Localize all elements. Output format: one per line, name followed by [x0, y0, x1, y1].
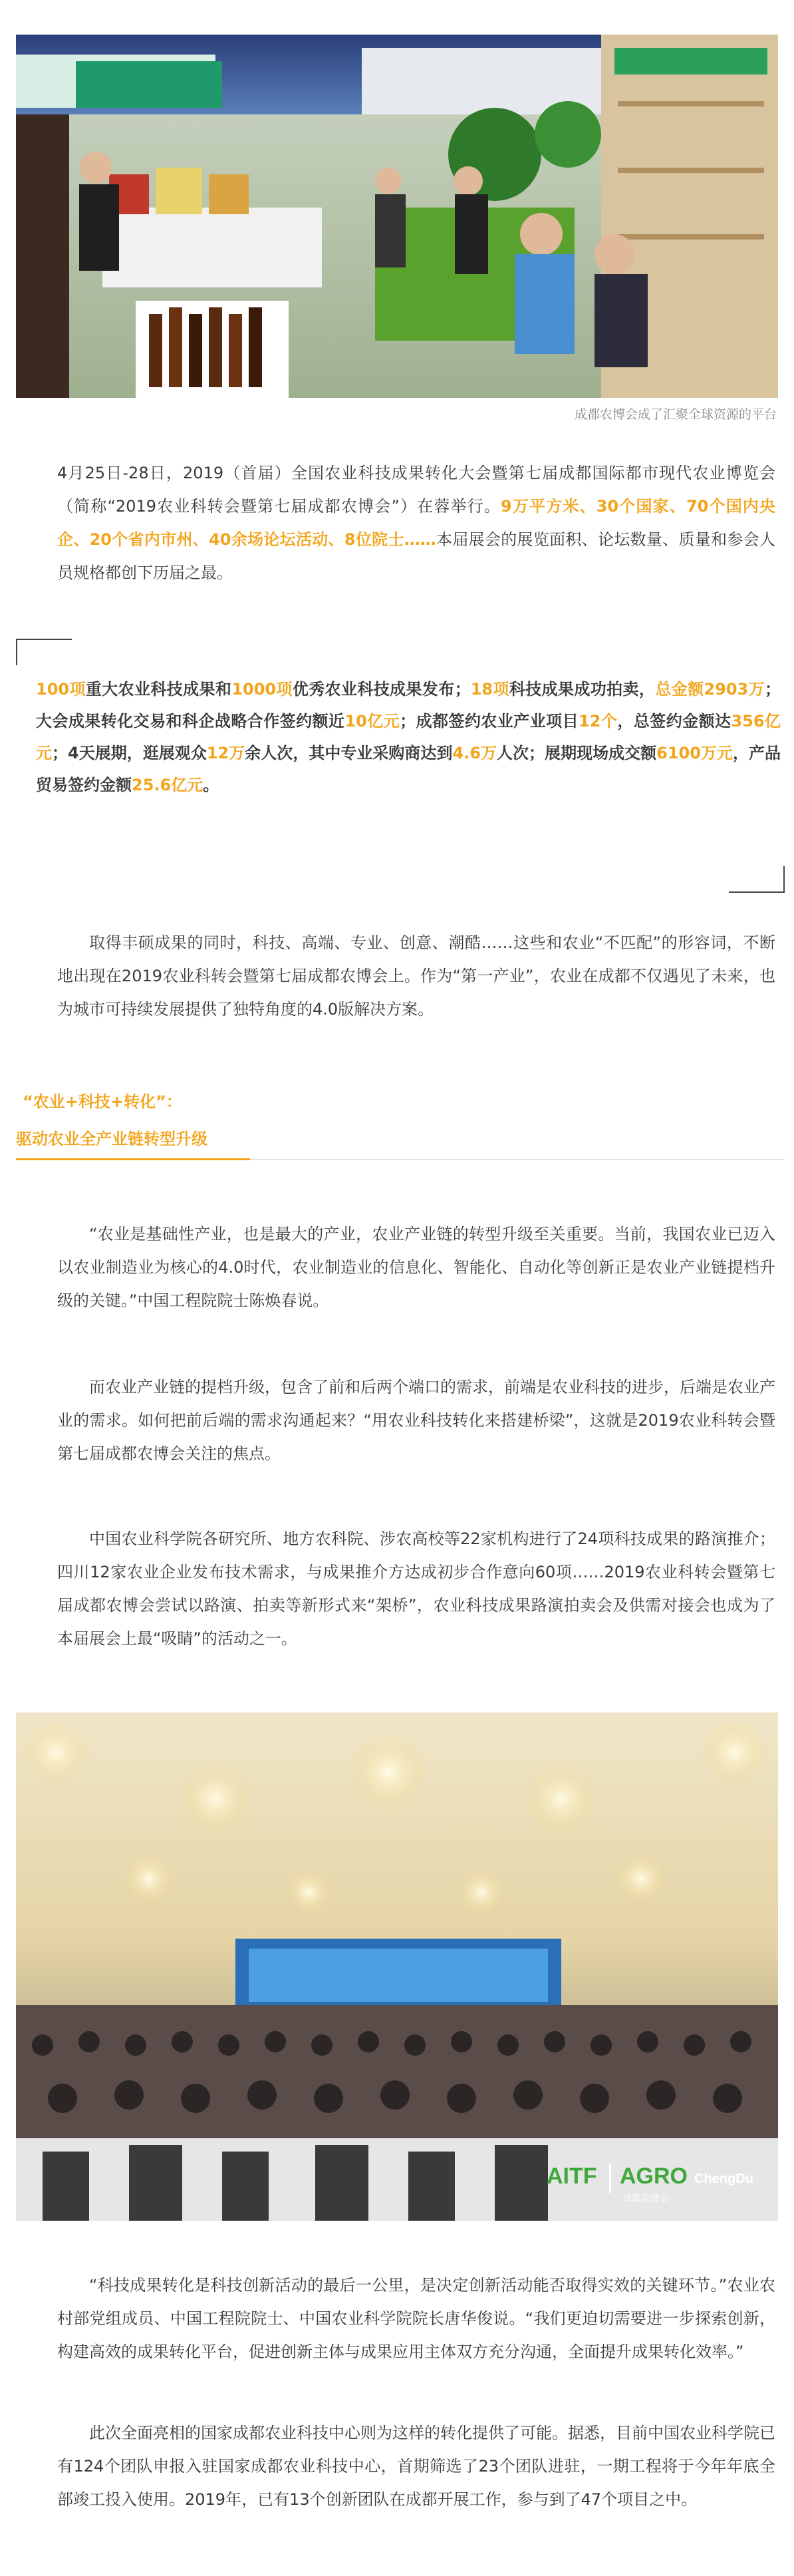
stat-text: ，总签约金额达 — [617, 712, 731, 730]
intro-text-1: 4月25日-28日，2019（首届）全国农业科技成果转化大会暨第七届成都国际都市现代农业博览会（简称“2019农业科转会暨第七届成都农博会”）在蓉举行。 — [57, 464, 775, 516]
section-title-line2: 驱动农业全产业链转型升级 — [16, 1130, 207, 1148]
stat-1000: 1000项 — [231, 680, 293, 699]
stat-text: ；成都签约农业产业项目 — [400, 712, 579, 730]
logo-agro: AGRO — [620, 2164, 688, 2189]
logo-aitf: AITF — [547, 2164, 597, 2189]
results-paragraph: 取得丰硕成果的同时，科技、高端、专业、创意、潮酷……这些和农业“不匹配”的形容词，不断地出现在2019农业科转会暨第七届成都农博会上。作为“第一产业”，农业在成都不仅遇见了未来，也为城市可持续发展提供了独特角度的4.0版解决方案。 — [57, 933, 775, 1019]
chain-paragraph: 而农业产业链的提档升级，包含了前和后两个端口的需求，前端是农业科技的进步，后端是农业产业的需求。如何把前后端的需求沟通起来？“用农业科技转化来搭建桥梁”，这就是2019农业科转会暨第七届成都农博会关注的焦点。 — [57, 1378, 775, 1463]
section-divider-accent — [16, 1158, 250, 1160]
section-heading — [16, 1088, 785, 1162]
stat-text: 重大农业科技成果和 — [85, 680, 232, 699]
stat-18: 18项 — [470, 680, 509, 699]
logo-cn: 成都农博会 — [622, 2193, 669, 2204]
highlight-text — [36, 673, 781, 801]
stat-2903: 总金额2903万 — [655, 680, 765, 699]
stat-text: 余人次，其中专业采购商达到 — [245, 744, 453, 762]
stat-100: 100项 — [36, 680, 86, 699]
center-paragraph: 此次全面亮相的国家成都农业科技中心则为这样的转化提供了可能。据悉，目前中国农业科学院已有124个团队申报入驻国家成都农业科技中心，首期筛选了23个团队进驻，一期工程将于今年年底全部竣工投入使用。2019年，已有13个创新团队在成都开展工作，参与到了47个项目之中。 — [57, 2424, 775, 2509]
logo-chengdu: ChengDu — [694, 2172, 753, 2186]
corner-bracket-bottom-right — [729, 866, 785, 893]
section-title-line1: “农业+科技+转化”： — [23, 1092, 182, 1111]
agro-logo — [547, 2160, 766, 2206]
tang-quote-paragraph: “科技成果转化是科技创新活动的最后一公里，是决定创新活动能否取得实效的关键环节。”农业农村部党组成员、中国工程院院士、中国农业科学院院长唐华俊说。“我们更迫切需要进一步探索创新，构建高效的成果转化平台，促进创新主体与成果应用主体双方充分沟通，全面提升成果转化效率。” — [57, 2276, 775, 2361]
stat-4-6: 4.6万 — [452, 744, 497, 762]
stat-12ge: 12个 — [579, 712, 618, 730]
intro-text-2: 本届展会的展览面积、论坛数量、质量和参会人员规格都创下历届之最。 — [57, 530, 775, 582]
highlight-box — [16, 639, 785, 893]
stat-text: 优秀农业科技成果发布； — [292, 680, 471, 699]
stat-text: ；大会成果转化交易和科企战略合作签约额近 — [36, 680, 781, 730]
stat-25-6: 25.6亿元 — [132, 776, 203, 794]
stat-356: 356亿元 — [36, 712, 781, 762]
intro-highlight: 9万平方米、30个国家、70个国内央企、20个省内市州、40余场论坛活动、8位院士…… — [57, 497, 775, 549]
stat-text: 。 — [203, 776, 219, 794]
stat-text: 人次；展期现场成交额 — [497, 744, 657, 762]
logo-divider — [609, 2164, 611, 2193]
corner-bracket-top-left — [16, 639, 72, 665]
stat-text: ，产品贸易签约金额 — [36, 744, 781, 794]
intro-paragraph — [57, 456, 775, 589]
stat-10yi: 10亿元 — [344, 712, 400, 730]
expo-hall-photo — [16, 35, 778, 398]
roadshow-paragraph: 中国农业科学院各研究所、地方农科院、涉农高校等22家机构进行了24项科技成果的路演推介；四川12家农业企业发布技术需求，与成果推介方达成初步合作意向60项……2019农业科转会暨第七届成都农博会尝试以路演、拍卖等新形式来“架桥”，农业科技成果路演拍卖会及供需对接会也成为了本届展会上最“吸睛”的活动之一。 — [57, 1530, 775, 1648]
stat-12wan: 12万 — [206, 744, 245, 762]
photo-caption: 成都农博会成了汇聚全球资源的平台 — [574, 407, 777, 422]
stat-6100: 6100万元 — [656, 744, 733, 762]
stat-text: ；4天展期，逛展观众 — [52, 744, 207, 762]
chen-quote-paragraph: “农业是基础性产业，也是最大的产业，农业产业链的转型升级至关重要。当前，我国农业已迈入以农业制造业为核心的4.0时代，农业制造业的信息化、智能化、自动化等创新正是农业产业链提档升级的关键。”中国工程院院士陈焕春说。 — [57, 1225, 775, 1310]
conference-hall-photo — [16, 1712, 778, 2221]
stat-text: 科技成果成功拍卖， — [509, 680, 656, 699]
